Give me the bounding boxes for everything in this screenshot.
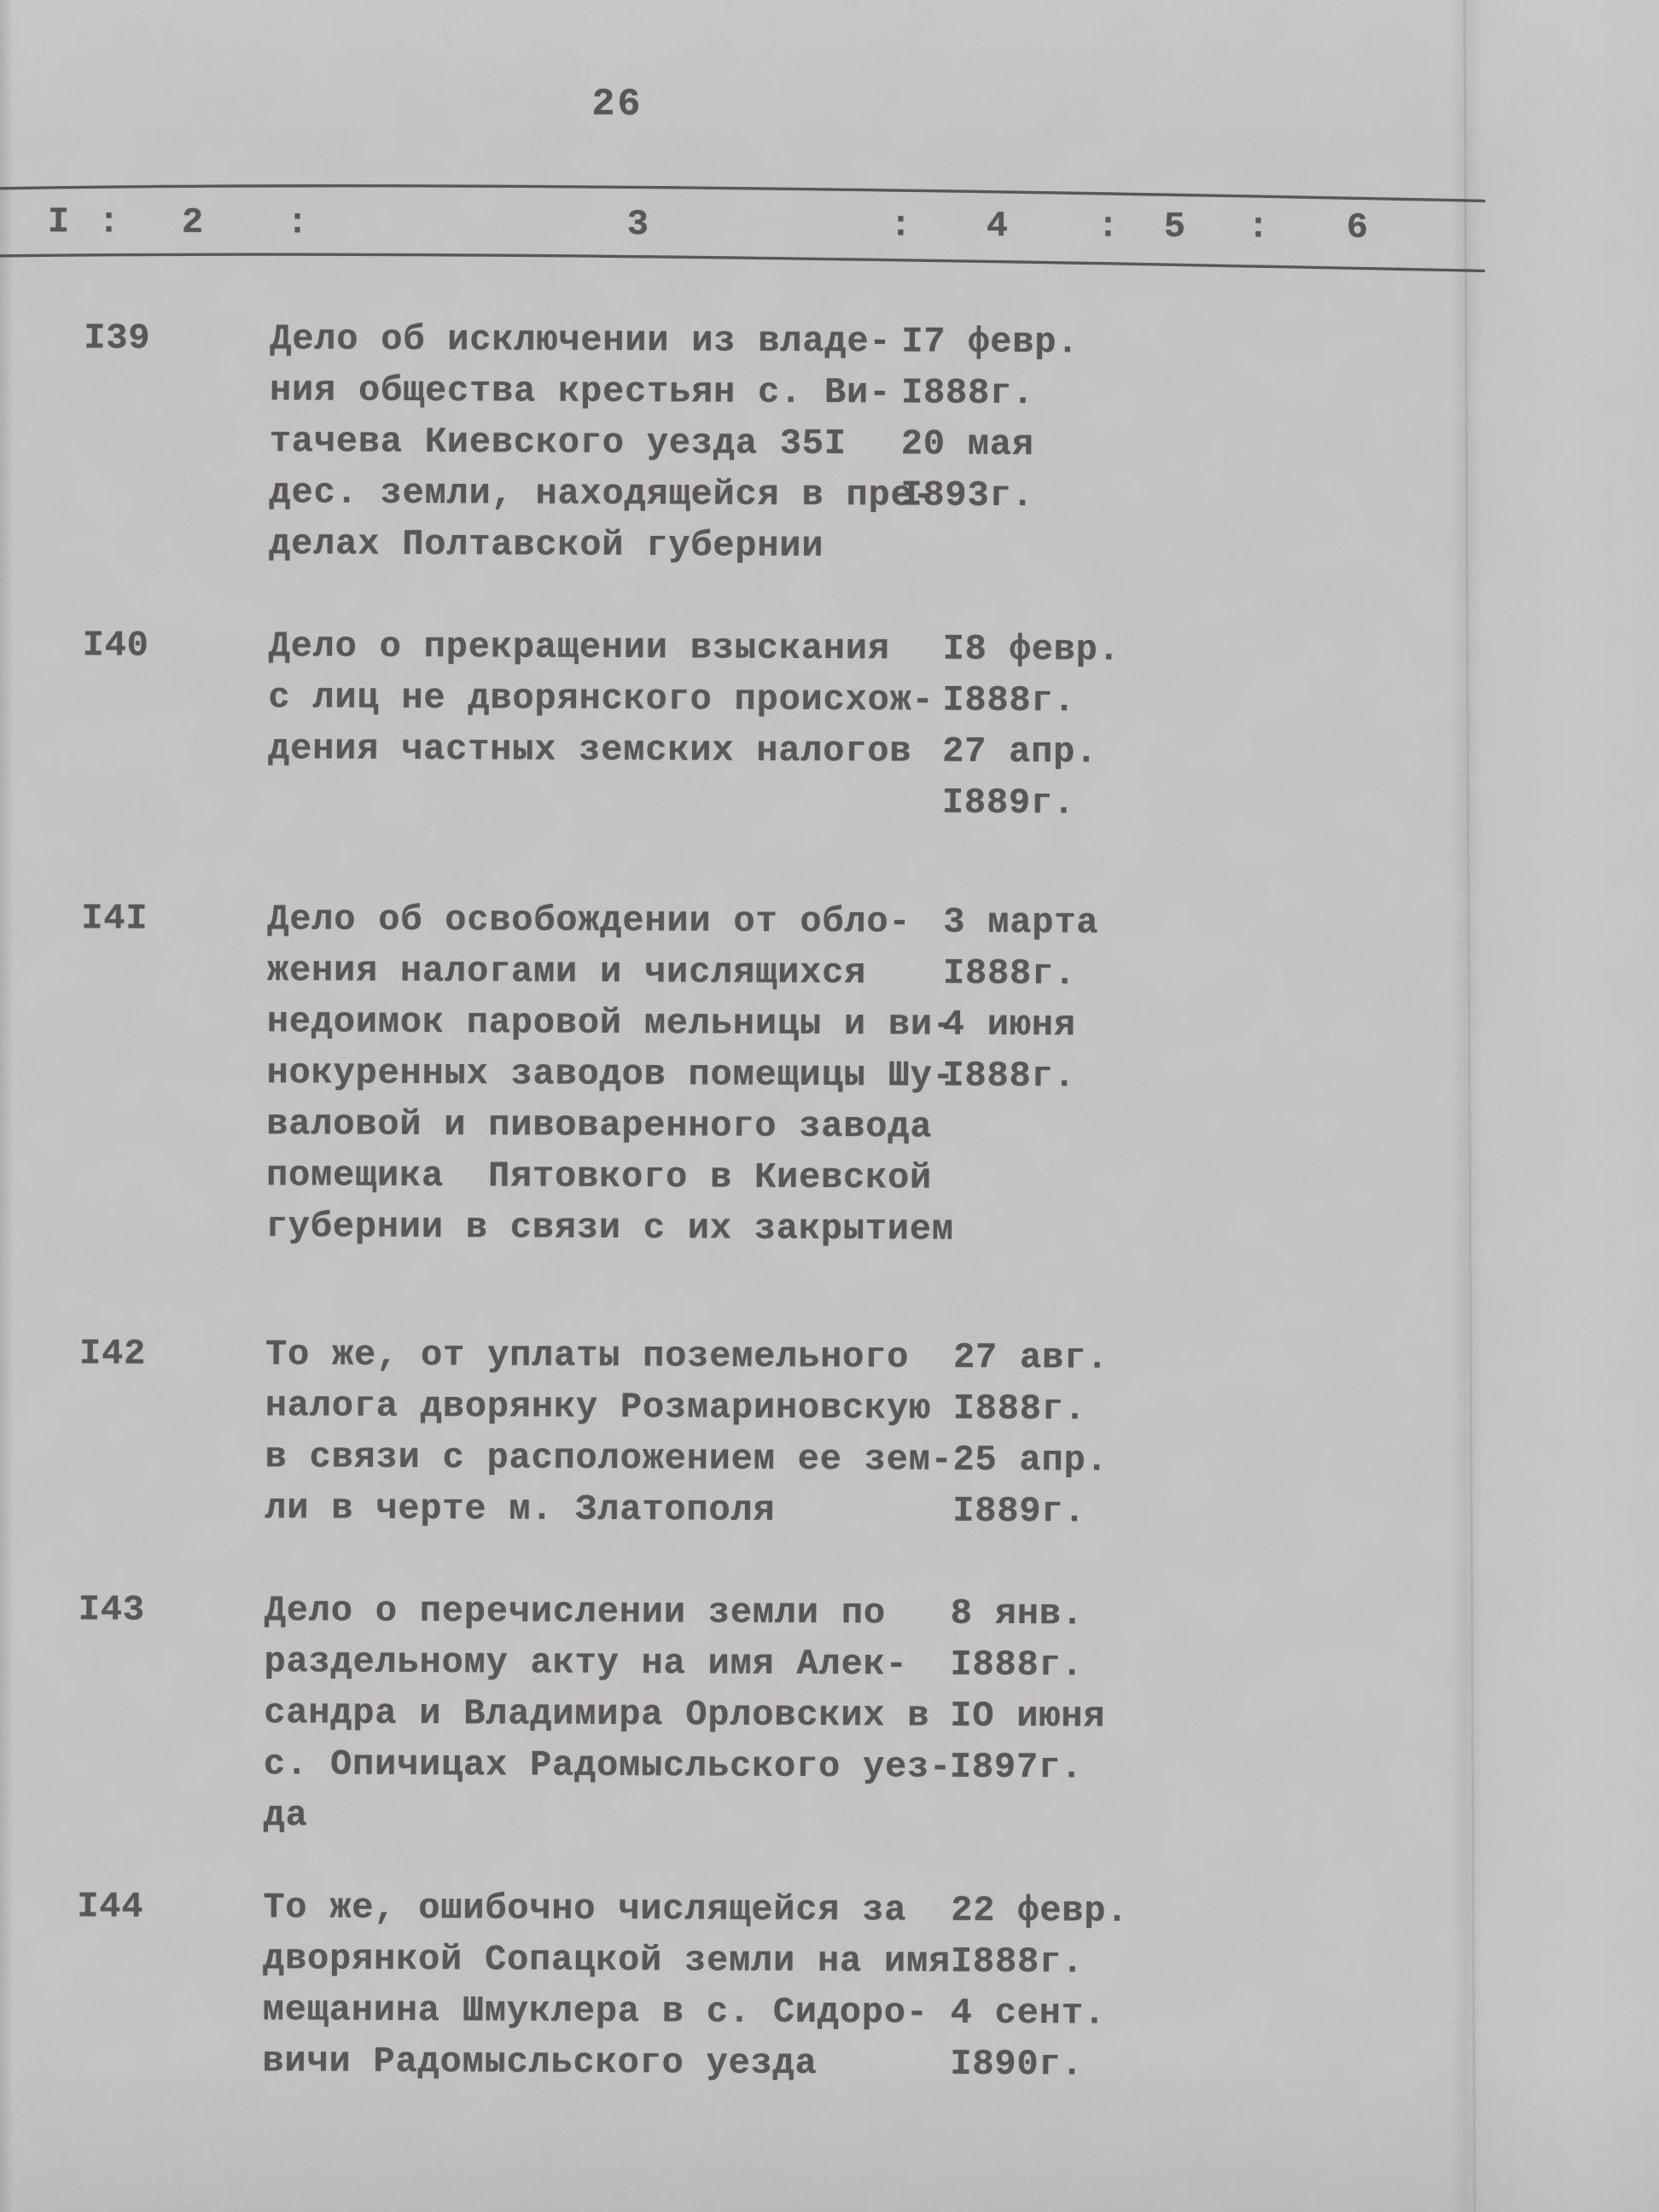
entry-description-line: дворянкой Сопацкой земли на имя — [262, 1938, 952, 1982]
entry-date-line: 8 янв. — [950, 1592, 1084, 1635]
inventory-entry — [0, 1586, 1652, 1848]
entry-line — [0, 1381, 1653, 1439]
entry-description-line: тачева Киевского уезда 35I — [269, 421, 847, 465]
entry-date-line: I888г. — [950, 1644, 1084, 1686]
entry-description-line: недоимок паровой мельницы и ви- — [266, 1001, 956, 1045]
entry-description-line: дения частных земских налогов — [268, 728, 912, 772]
entry-description-line: сандра и Владимира Орловских в — [264, 1692, 930, 1737]
entry-number: I40 — [82, 625, 149, 667]
entry-date-line: I890г. — [950, 2043, 1084, 2086]
entry-line — [0, 314, 1657, 372]
entry-line — [0, 775, 1656, 833]
entry-description-line: валовой и пивоваренного завода — [266, 1103, 933, 1148]
entry-date-line: I889г. — [952, 1490, 1086, 1533]
entry-line — [0, 1934, 1650, 1992]
entry-line — [0, 997, 1655, 1055]
column-separator: : — [889, 205, 912, 247]
entry-line — [0, 1048, 1655, 1106]
entry-date-line: 27 апр. — [942, 731, 1098, 773]
entry-description-line: То же, ошибочно числящейся за — [263, 1887, 907, 1931]
entry-description-line: с лиц не дворянского происхож- — [268, 677, 934, 721]
entry-line — [0, 1483, 1652, 1541]
entry-date-line: IO июня — [950, 1695, 1106, 1738]
entry-description-line: помещика Пятовкого в Киевской — [265, 1155, 933, 1199]
entry-line — [0, 724, 1656, 782]
entry-date-line: 20 мая — [900, 423, 1034, 466]
entry-line — [0, 621, 1656, 679]
entry-description-line: губернии в связи с их закрытием — [265, 1206, 954, 1250]
column-header: I — [47, 201, 70, 243]
entry-date-line: I7 февр. — [901, 321, 1080, 364]
entry-line — [0, 672, 1656, 731]
entry-line — [0, 519, 1656, 577]
entry-description-line: Дело о перечислении земли по — [264, 1590, 886, 1634]
entry-description-line: с. Опичицах Радомысльского уез- — [263, 1743, 952, 1788]
entry-line — [0, 1202, 1654, 1260]
entry-description-line: То же, от уплаты поземельного — [265, 1334, 910, 1378]
entry-lines — [0, 894, 1655, 1260]
entry-description-line: ли в черте м. Златополя — [265, 1487, 776, 1531]
entry-date-line: I8 февр. — [942, 628, 1121, 671]
entry-description-line: мещанина Шмуклера в с. Сидоро- — [262, 1989, 928, 2034]
entry-date-line: I889г. — [941, 782, 1076, 824]
entry-line — [0, 1688, 1651, 1746]
entry-date-line: 4 июня — [942, 1004, 1076, 1046]
inventory-entry — [0, 1330, 1653, 1541]
inventory-entry — [0, 894, 1655, 1260]
entry-line — [0, 365, 1657, 423]
column-separator: : — [97, 201, 120, 243]
entry-line — [0, 894, 1655, 952]
entry-description-line: налога дворянку Розмариновскую — [265, 1385, 932, 1429]
entry-line — [0, 946, 1655, 1004]
entry-number: I43 — [78, 1589, 145, 1631]
entry-date-line: I897г. — [949, 1746, 1084, 1789]
entry-lines — [0, 621, 1656, 833]
entry-line — [0, 1432, 1653, 1490]
entry-description-line: раздельному акту на имя Алек- — [264, 1641, 908, 1685]
entry-description-line: Дело об исключении из владе- — [270, 318, 892, 363]
entry-line — [0, 1637, 1652, 1695]
column-header: 3 — [626, 204, 649, 246]
entry-line — [0, 468, 1657, 526]
entry-line — [0, 1586, 1652, 1644]
entry-lines — [0, 314, 1657, 577]
entry-lines — [0, 1586, 1652, 1848]
column-header: 5 — [1163, 206, 1186, 247]
entry-date-line: I893г. — [900, 474, 1034, 517]
inventory-entry — [0, 314, 1657, 577]
table-header-rule-bottom — [1, 253, 1484, 271]
column-header: 6 — [1346, 207, 1369, 248]
entry-description-line: в связи с расположением ее зем- — [265, 1436, 953, 1481]
entry-description-line: жения налогами и числящихся — [266, 950, 867, 994]
entry-description-line: ния общества крестьян с. Ви- — [269, 370, 892, 414]
column-separator: : — [286, 202, 309, 244]
entry-date-line: 27 авг. — [952, 1336, 1109, 1379]
column-header: 4 — [986, 205, 1009, 247]
entry-number: I39 — [84, 317, 151, 359]
page-number: 26 — [591, 82, 643, 127]
entry-date-line: 4 сент. — [950, 1992, 1106, 2034]
entry-line — [0, 1099, 1654, 1157]
inventory-entry — [0, 621, 1656, 833]
entry-lines — [0, 1883, 1650, 2094]
entry-description-line: Дело об освобождении от обло- — [267, 899, 911, 943]
entry-description-line: вичи Радомысльского уезда — [262, 2040, 818, 2085]
entry-line — [0, 1150, 1654, 1208]
table-header-rule-top — [1, 184, 1484, 201]
entry-date-line: 22 февр. — [951, 1889, 1129, 1932]
entry-number: I42 — [79, 1333, 147, 1375]
entry-line — [0, 1985, 1650, 2043]
entry-line — [0, 1739, 1651, 1797]
entry-description-line: делах Полтавской губернии — [269, 523, 824, 568]
entry-description-line: дес. земли, находящейся в пре- — [269, 472, 935, 516]
entry-line — [0, 2036, 1650, 2094]
entry-description-line: Дело о прекращении взыскания — [268, 626, 890, 670]
entry-line — [0, 1883, 1650, 1941]
entry-date-line: I888г. — [942, 952, 1077, 995]
entry-date-line: I888г. — [900, 372, 1035, 415]
entry-line — [0, 416, 1657, 474]
entry-date-line: I888г. — [942, 679, 1076, 722]
column-separator: : — [1247, 207, 1270, 248]
entry-line — [0, 1790, 1651, 1848]
entry-date-line: I888г. — [942, 1055, 1076, 1097]
entry-date-line: I888г. — [950, 1941, 1085, 1983]
entry-number: I4I — [81, 898, 148, 940]
entry-line — [0, 1330, 1653, 1388]
entry-description-line: да — [263, 1795, 308, 1837]
column-separator: : — [1097, 206, 1120, 247]
entry-number: I44 — [77, 1886, 144, 1928]
entry-lines — [0, 1330, 1653, 1541]
entry-date-line: 25 апр. — [952, 1439, 1109, 1481]
entry-date-line: 3 марта — [943, 901, 1099, 944]
inventory-entry — [0, 1883, 1650, 2094]
entry-date-line: I888г. — [952, 1388, 1086, 1430]
column-header: 2 — [181, 201, 204, 243]
entry-description-line: нокуренных заводов помещицы Шу- — [266, 1052, 955, 1097]
